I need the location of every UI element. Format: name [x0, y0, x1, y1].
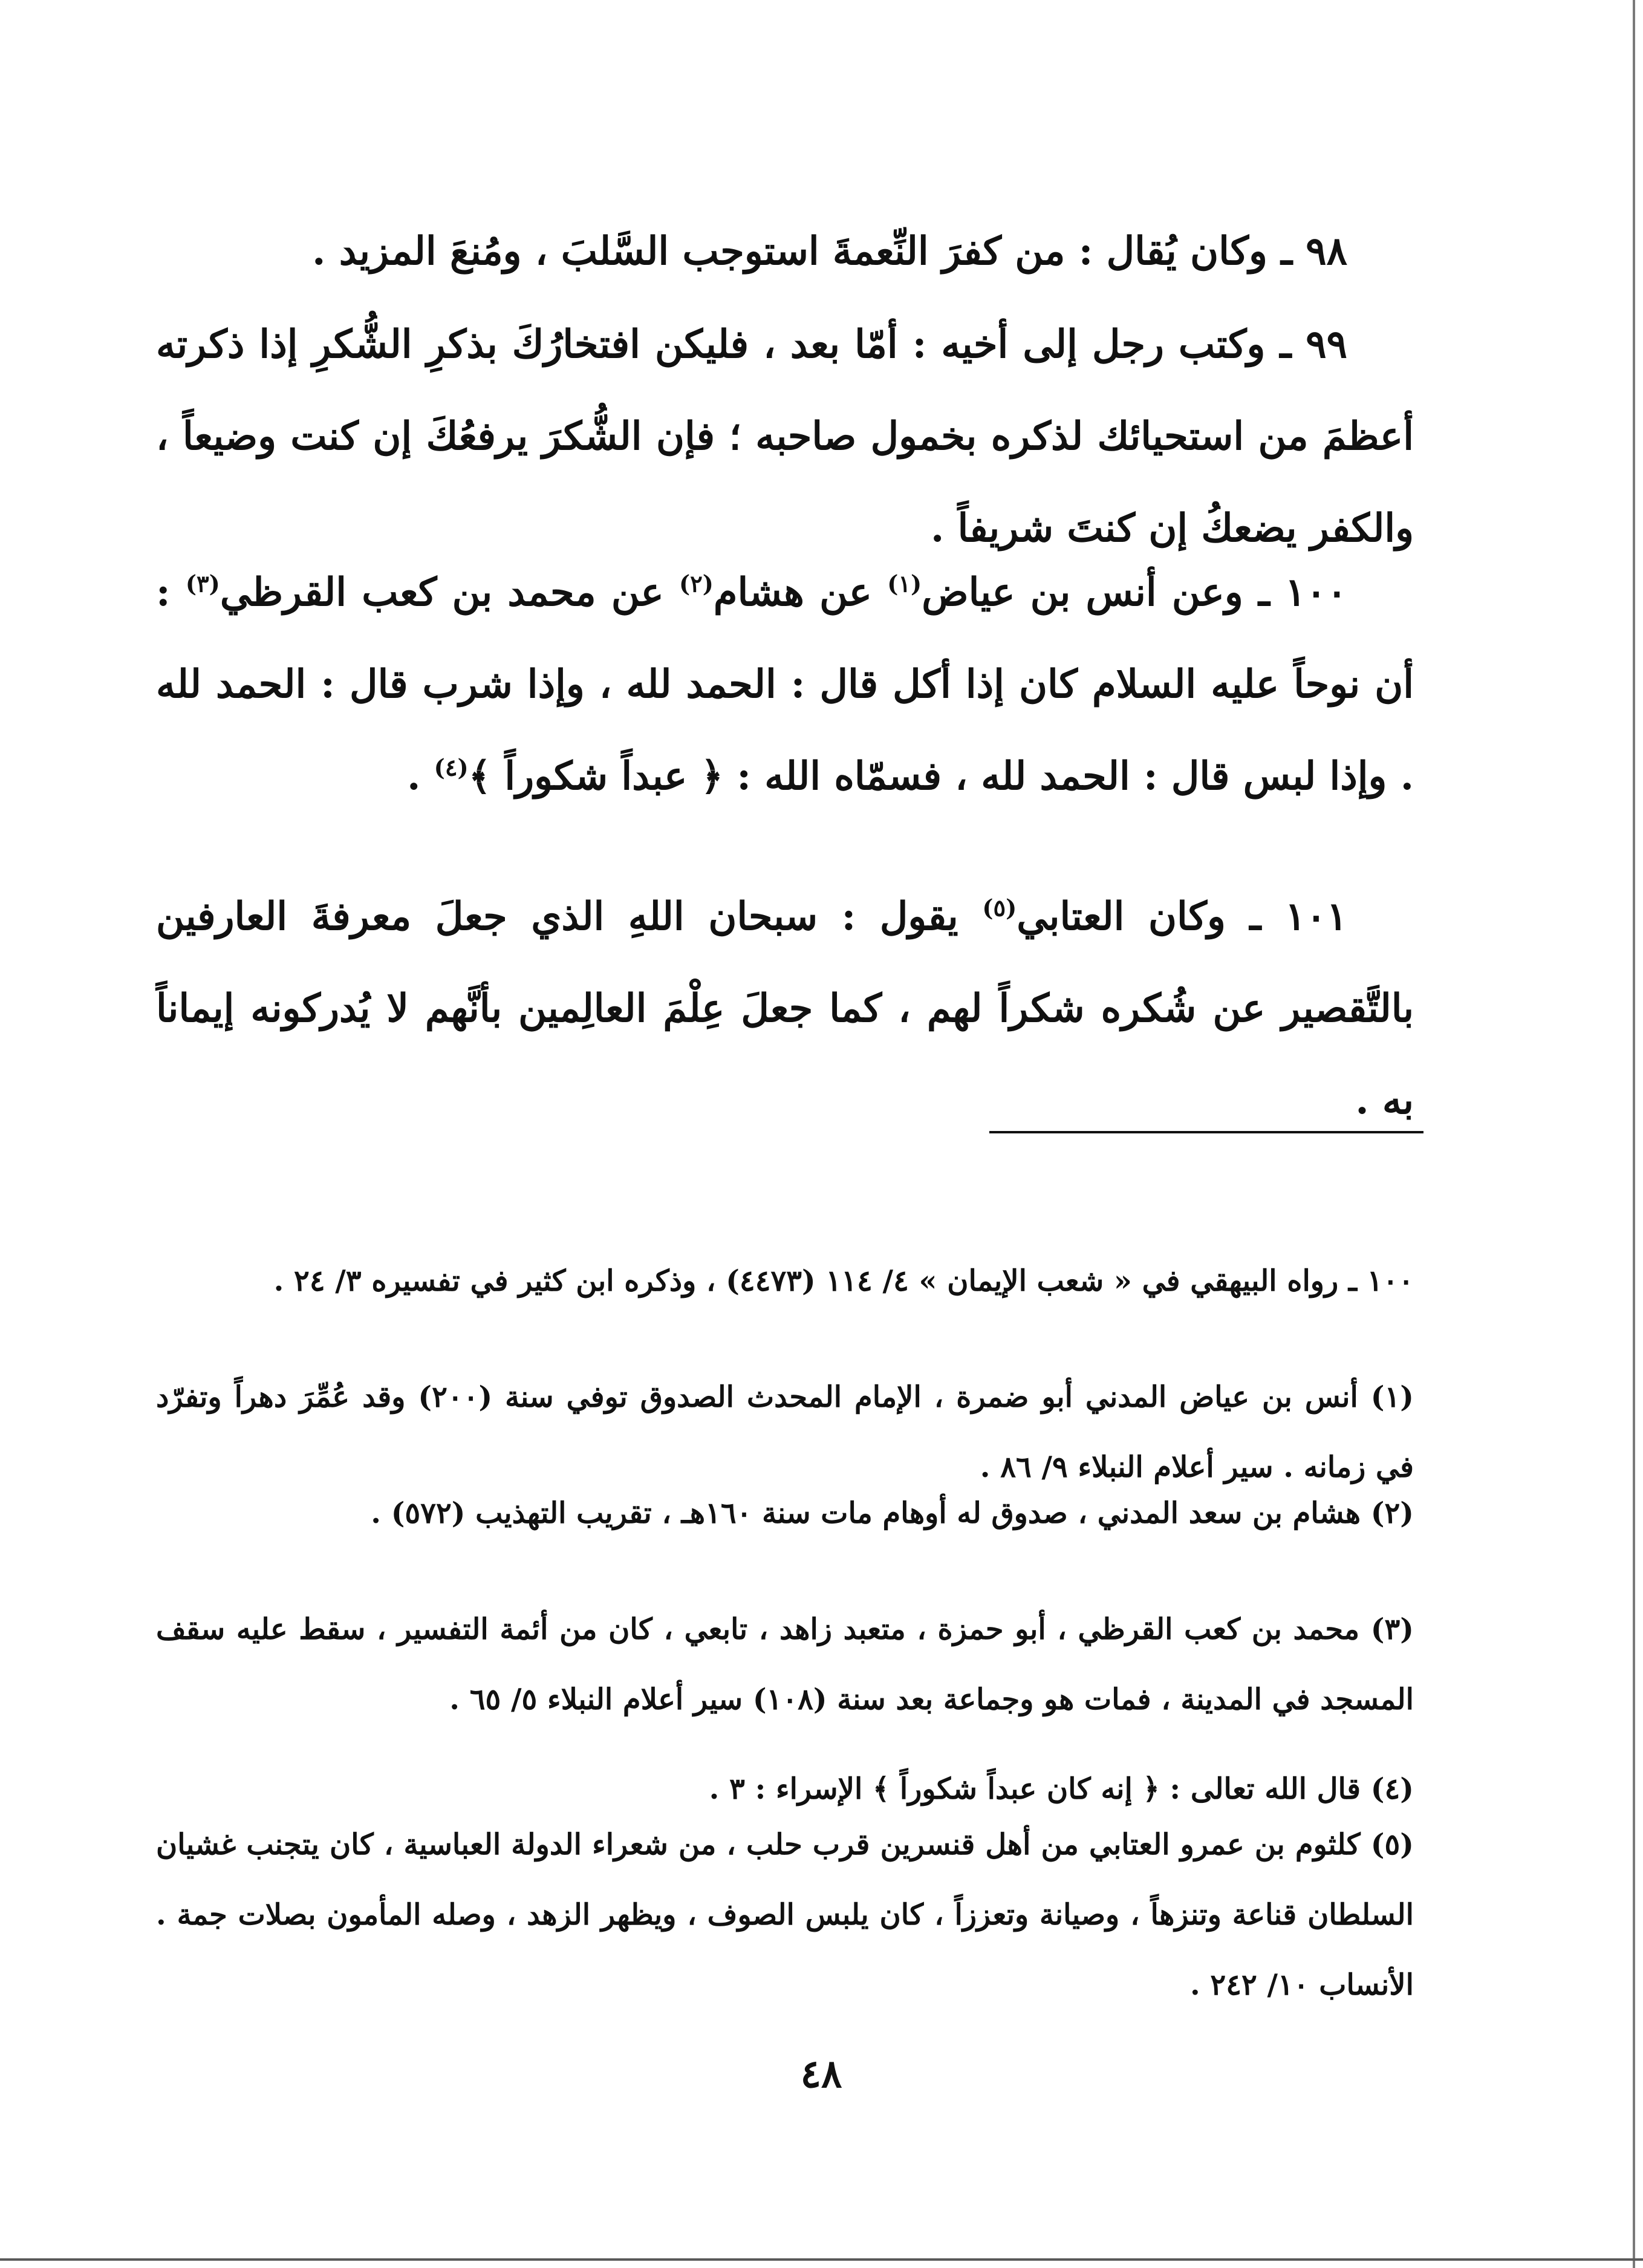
- paragraph-100-text-1: ١٠٠ ـ وعن أنس بن عياض: [922, 570, 1348, 615]
- footnote-source: ١٠٠ ـ رواه البيهقي في « شعب الإيمان » ٤/ ١١٤ (٤٤٧٣) ، وذكره ابن كثير في تفسيره ٣/ ٢٤ .: [273, 1264, 1414, 1298]
- footnote-1: (١) أنس بن عياض المدني أبو ضمرة ، الإمام المحدث الصدوق توفي سنة (٢٠٠) وقد عُمِّرَ دهراً وتفرّد في زمانه . سير أعلام النبلاء ٩/ ٨٦ .: [156, 1380, 1414, 1484]
- scan-edge-right: [1633, 0, 1635, 2268]
- paragraph-100: [156, 547, 1414, 823]
- paragraph-100-text-5: .: [407, 754, 434, 799]
- paragraph-100-text-2: عن هشام: [713, 570, 888, 615]
- footnote-3: (٣) محمد بن كعب القرظي ، أبو حمزة ، متعبد زاهد ، تابعي ، كان من أئمة التفسير ، سقط عليه سقف المسجد في المدينة ، فمات هو وجماعة بعد سنة (١٠٨) سير أعلام النبلاء ٥/ ٦٥ .: [156, 1612, 1414, 1716]
- paragraph-101-text-1: ١٠١ ـ وكان العتابي: [1017, 894, 1348, 939]
- footnote-4: (٤) قال الله تعالى : ﴿ إنه كان عبداً شكوراً ﴾ الإسراء : ٣ .: [709, 1772, 1414, 1806]
- footnote-ref-1: (١): [887, 570, 922, 598]
- footnote-separator: [989, 1131, 1423, 1133]
- paragraph-99: ٩٩ ـ وكتب رجل إلى أخيه : أمّا بعد ، فليكن افتخارُكَ بذكرِ الشُّكرِ إذا ذكرته أعظمَ من استحيائك لذكره بخمول صاحبه ؛ فإن الشُّكرَ يرفعُكَ إن كنت وضيعاً ، والكفر يضعكُ إن كنتَ شريفاً .: [156, 322, 1414, 551]
- footnote-ref-5: (٥): [982, 894, 1017, 922]
- paragraph-100-text-4: : أن نوحاً عليه السلام كان إذا أكل قال : الحمد لله ، وإذا شرب قال : الحمد لله . وإذا لبس قال : الحمد لله ، فسمّاه الله : ﴿ عبداً شكوراً ﴾: [156, 570, 1414, 799]
- paragraph-98: ٩٨ ـ وكان يُقال : من كفرَ النِّعمةَ استوجب السَّلبَ ، ومُنعَ المزيد .: [312, 229, 1347, 274]
- footnote-ref-2: (٢): [678, 570, 714, 598]
- paragraph-100-text-3: عن محمد بن كعب القرظي: [220, 570, 679, 615]
- footnote-2: (٢) هشام بن سعد المدني ، صدوق له أوهام مات سنة ١٦٠هـ ، تقريب التهذيب (٥٧٢) .: [371, 1496, 1414, 1530]
- footnote-ref-3: (٣): [185, 570, 220, 598]
- scan-edge-bottom: [0, 2258, 1643, 2261]
- paragraph-101-text-2: يقول : سبحان اللهِ الذي جعلَ معرفةَ العارفين بالتَّقصير عن شُكره شكراً لهم ، كما جعلَ عِلْمَ العالِمين بأنَّهم لا يُدركونه إيماناً به .: [156, 894, 1414, 1123]
- footnote-ref-4: (٤): [434, 754, 469, 782]
- footnote-5: (٥) كلثوم بن عمرو العتابي من أهل قنسرين قرب حلب ، من شعراء الدولة العباسية ، كان يتجنب غشيان السلطان قناعة وتنزهاً ، وصيانة وتعززاً ، كان يلبس الصوف ، ويظهر الزهد ، وصله المأمون بصلات جمة . الأنساب ١٠/ ٢٤٢ .: [156, 1828, 1414, 2002]
- paragraph-101: [156, 871, 1414, 1147]
- page-number: ٤٨: [800, 2051, 842, 2097]
